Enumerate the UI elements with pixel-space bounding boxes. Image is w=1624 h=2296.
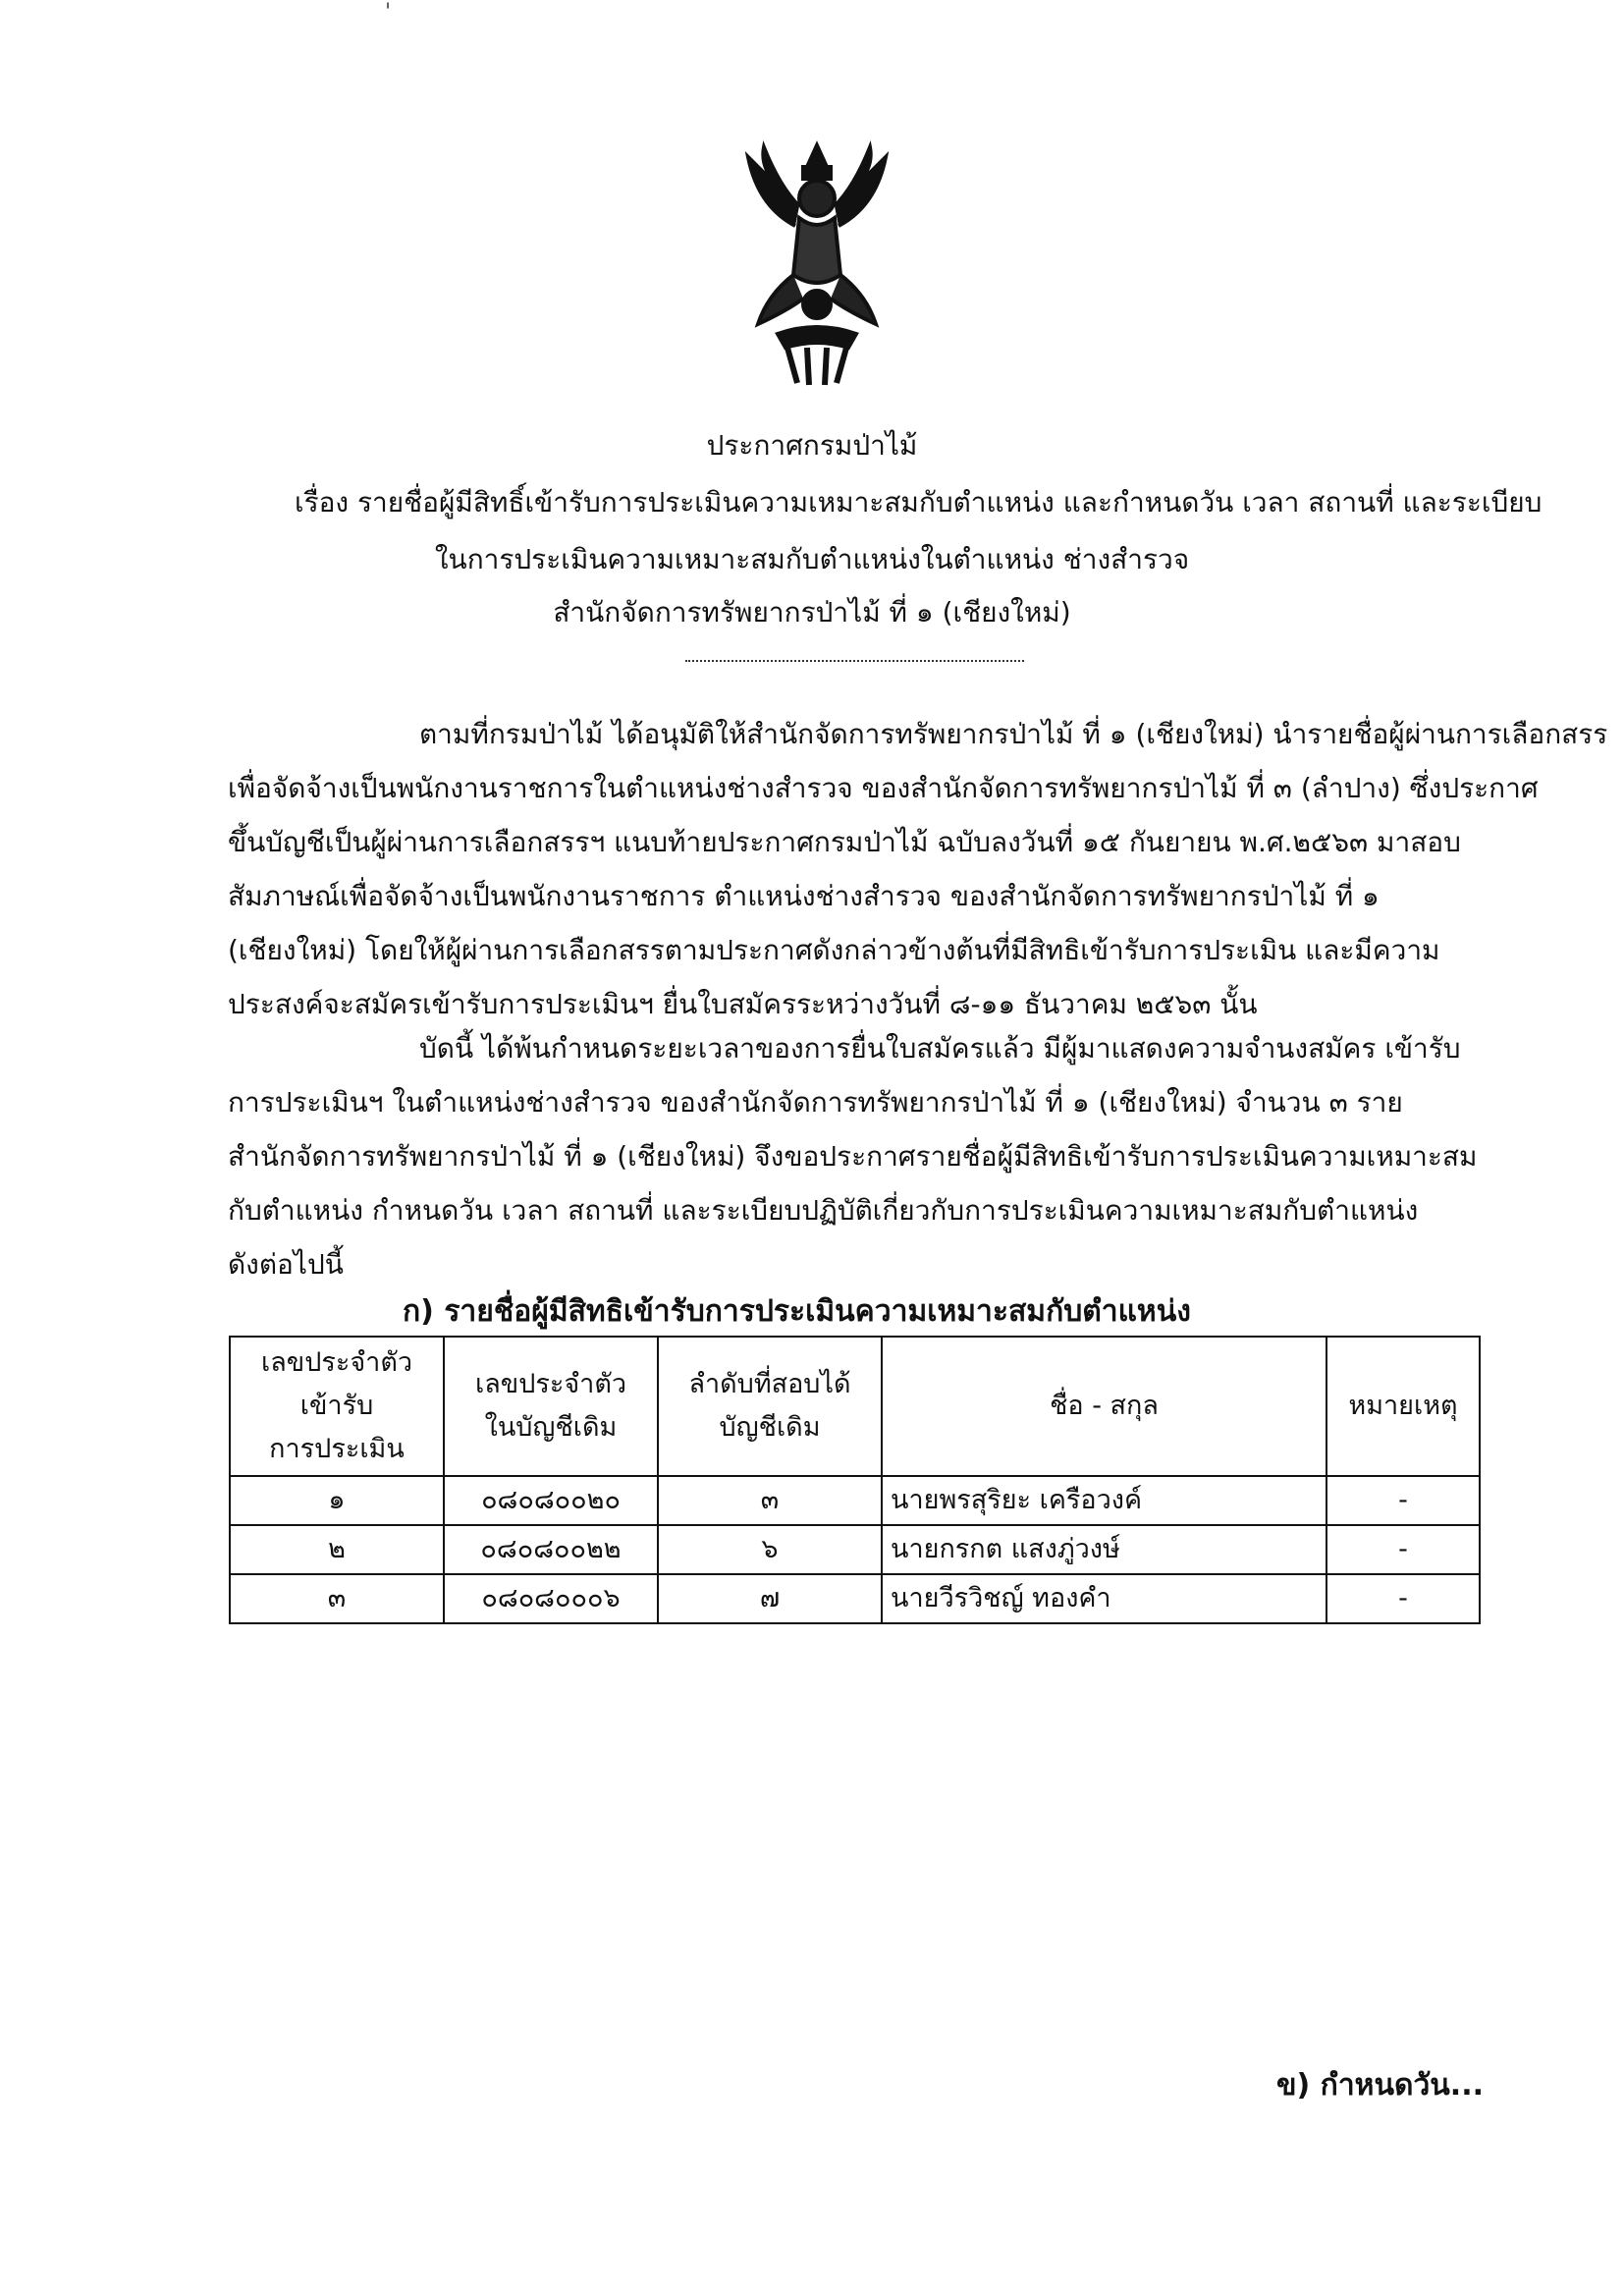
cell-assessment-id: ๑ [230, 1476, 444, 1525]
cell-original-rank: ๗ [658, 1574, 882, 1623]
cell-original-id: ๐๘๐๘๐๐๒๒ [444, 1525, 658, 1574]
cell-assessment-id: ๒ [230, 1525, 444, 1574]
table-header-row [230, 1337, 1480, 1476]
paragraph-line: กับตำแหน่ง กำหนดวัน เวลา สถานที่ และระเบียบปฏิบัติเกี่ยวกับการประเมินความเหมาะสมกับตำแหน่ง [228, 1194, 1419, 1227]
announcement-title: ประกาศกรมป่าไม้ [706, 429, 918, 462]
paragraph-line: ขึ้นบัญชีเป็นผู้ผ่านการเลือกสรรฯ แนบท้ายประกาศกรมป่าไม้ ฉบับลงวันที่ ๑๕ กันยายน พ.ศ.๒๕๖๓ มาสอบ [228, 826, 1461, 858]
header-text: หมายเหตุ [1348, 1391, 1458, 1421]
cell-remark: - [1326, 1525, 1480, 1574]
paragraph-line: เพื่อจัดจ้างเป็นพนักงานราชการในตำแหน่งช่างสำรวจ ของสำนักจัดการทรัพยากรป่าไม้ ที่ ๓ (ลำปาง) ซึ่งประกาศ [228, 772, 1539, 804]
cell-full-name: นายพรสุริยะ เครือวงค์ [882, 1476, 1326, 1525]
header-text: เลขประจำตัว เข้ารับ การประเมิน [260, 1347, 413, 1464]
dotted-divider [685, 660, 1024, 662]
scan-mark: ' [385, 0, 392, 25]
announcement-subject-line3: สำนักจัดการทรัพยากรป่าไม้ ที่ ๑ (เชียงใหม่) [553, 596, 1071, 629]
cell-remark: - [1326, 1476, 1480, 1525]
header-original-rank [658, 1337, 882, 1476]
paragraph-announcement [228, 1021, 1485, 1291]
cell-original-id: ๐๘๐๘๐๐๐๖ [444, 1574, 658, 1623]
cell-remark: - [1326, 1574, 1480, 1623]
header-text: ชื่อ - สกุล [1050, 1391, 1159, 1421]
header-assessment-id [230, 1337, 444, 1476]
cell-original-rank: ๓ [658, 1476, 882, 1525]
header-original-id [444, 1337, 658, 1476]
continued-next-page: ข) กำหนดวัน... [1276, 2068, 1484, 2103]
cell-full-name: นายวีรวิชญ์ ทองคำ [882, 1574, 1326, 1623]
cell-assessment-id: ๓ [230, 1574, 444, 1623]
paragraph-line: ประสงค์จะสมัครเข้ารับการประเมินฯ ยื่นใบสมัครระหว่างวันที่ ๘-๑๑ ธันวาคม ๒๕๖๓ นั้น [228, 988, 1258, 1020]
candidate-table [229, 1336, 1481, 1624]
header-text: เลขประจำตัว ในบัญชีเดิม [474, 1369, 627, 1443]
announcement-subject: เรื่อง รายชื่อผู้มีสิทธิ์เข้ารับการประเมินความเหมาะสมกับตำแหน่ง และกำหนดวัน เวลา สถานที่ และระเบียบ [295, 486, 1543, 519]
table-row [230, 1525, 1480, 1574]
paragraph-line: ตามที่กรมป่าไม้ ได้อนุมัติให้สำนักจัดการทรัพยากรป่าไม้ ที่ ๑ (เชียงใหม่) นำรายชื่อผู้ผ่านการเลือกสรร [419, 718, 1608, 750]
table-row [230, 1574, 1480, 1623]
paragraph-line: สำนักจัดการทรัพยากรป่าไม้ ที่ ๑ (เชียงใหม่) จึงขอประกาศรายชื่อผู้มีสิทธิเข้ารับการประเมินความเหมาะสม [228, 1140, 1478, 1173]
header-full-name [882, 1337, 1326, 1476]
table-row [230, 1476, 1480, 1525]
paragraph-line: สัมภาษณ์เพื่อจัดจ้างเป็นพนักงานราชการ ตำแหน่งช่างสำรวจ ของสำนักจัดการทรัพยากรป่าไม้ ที่ ๑ [228, 880, 1380, 912]
cell-original-rank: ๖ [658, 1525, 882, 1574]
paragraph-background [228, 707, 1608, 1031]
garuda-emblem-icon [738, 137, 895, 393]
paragraph-line: ดังต่อไปนี้ [228, 1248, 344, 1281]
paragraph-line: (เชียงใหม่) โดยให้ผู้ผ่านการเลือกสรรตามประกาศดังกล่าวข้างต้นที่มีสิทธิเข้ารับการประเมิน และมีความ [228, 934, 1440, 966]
cell-original-id: ๐๘๐๘๐๐๒๐ [444, 1476, 658, 1525]
announcement-subject-line2: ในการประเมินความเหมาะสมกับตำแหน่งในตำแหน่ง ช่างสำรวจ [434, 543, 1190, 575]
cell-full-name: นายกรกต แสงภู่วงษ์ [882, 1525, 1326, 1574]
paragraph-line: การประเมินฯ ในตำแหน่งช่างสำรวจ ของสำนักจัดการทรัพยากรป่าไม้ ที่ ๑ (เชียงใหม่) จำนวน ๓ ราย [228, 1086, 1403, 1119]
header-text: ลำดับที่สอบได้ บัญชีเดิม [688, 1369, 851, 1443]
paragraph-line: บัดนี้ ได้พ้นกำหนดระยะเวลาของการยื่นใบสมัครแล้ว มีผู้มาแสดงความจำนงสมัคร เข้ารับ [419, 1032, 1461, 1065]
header-remark [1326, 1337, 1480, 1476]
table-title: ก) รายชื่อผู้มีสิทธิเข้ารับการประเมินความเหมาะสมกับตำแหน่ง [403, 1294, 1191, 1329]
